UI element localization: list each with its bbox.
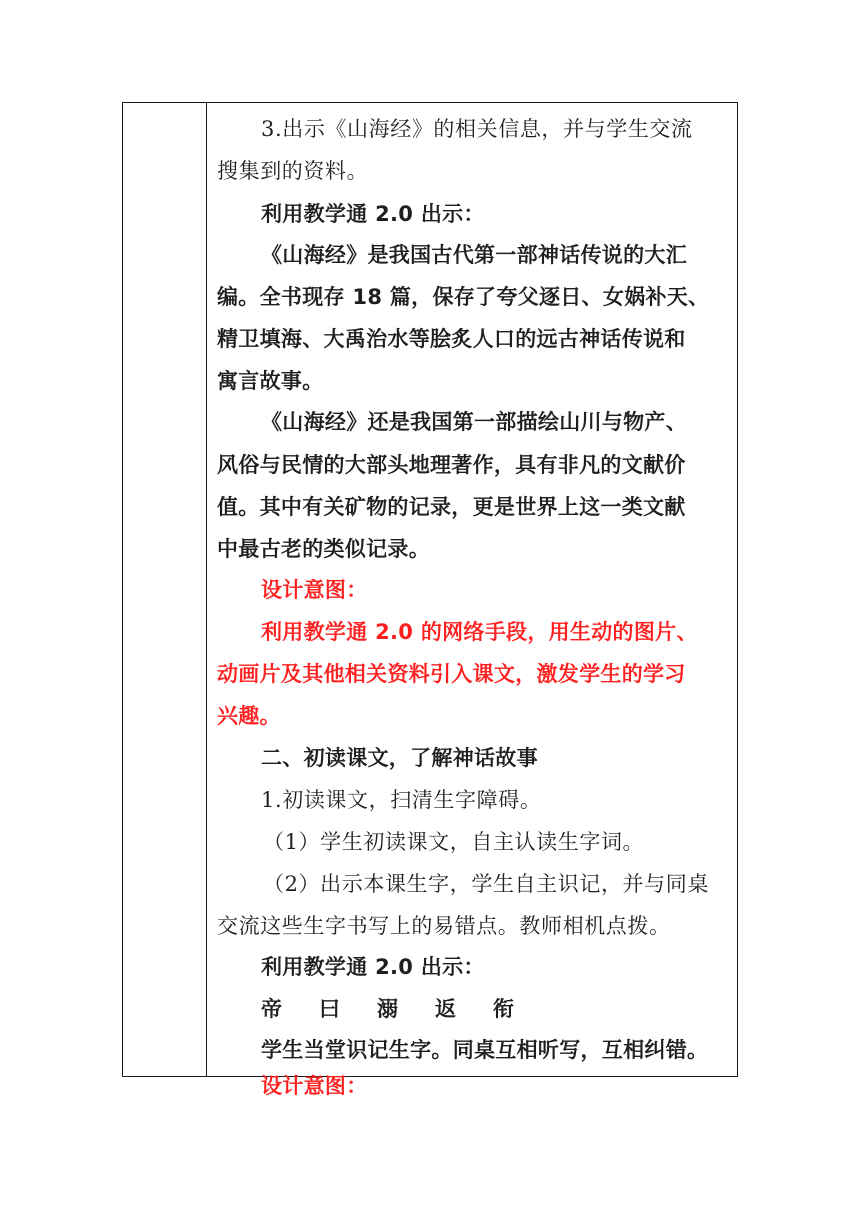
character: 溺 xyxy=(377,997,399,1021)
paragraph-line: 风俗与民情的大部头地理著作，具有非凡的文献价 xyxy=(217,453,686,477)
character: 曰 xyxy=(319,997,341,1021)
paragraph-line: 《山海经》是我国古代第一部神话传说的大汇 xyxy=(261,243,687,267)
paragraph-line: 3.出示《山海经》的相关信息，并与学生交流 xyxy=(261,117,693,141)
design-intent-heading: 设计意图： xyxy=(261,1074,368,1098)
paragraph-line: 搜集到的资料。 xyxy=(217,159,369,183)
design-intent-line: 兴趣。 xyxy=(217,704,281,728)
paragraph-line: 利用教学通 2.0 出示： xyxy=(261,202,485,226)
paragraph-line: 值。其中有关矿物的记录，更是世界上这一类文献 xyxy=(217,495,686,519)
new-characters-row xyxy=(261,991,731,1027)
paragraph-line: 中最古老的类似记录。 xyxy=(217,537,430,561)
character: 衔 xyxy=(493,997,515,1021)
paragraph-line: （2）出示本课生字，学生自主识记，并与同桌 xyxy=(263,872,709,896)
paragraph-line: 学生当堂识记生字。同桌互相听写，互相纠错。 xyxy=(261,1038,709,1062)
paragraph-line: （1）学生初读课文，自主认读生字词。 xyxy=(263,830,645,854)
left-column-cell xyxy=(123,103,207,1076)
design-intent-line: 动画片及其他相关资料引入课文，激发学生的学习 xyxy=(217,662,686,686)
character: 帝 xyxy=(261,997,283,1021)
paragraph-line: 编。全书现存 18 篇，保存了夸父逐日、女娲补天、 xyxy=(217,285,710,309)
paragraph-line: 寓言故事。 xyxy=(217,369,324,393)
paragraph-line: 1.初读课文，扫清生字障碍。 xyxy=(261,788,542,812)
paragraph-line: 利用教学通 2.0 出示： xyxy=(261,955,485,979)
paragraph-line: 精卫填海、大禹治水等脍炙人口的远古神话传说和 xyxy=(217,327,686,351)
paragraph-line: 交流这些生字书写上的易错点。教师相机点拨。 xyxy=(217,914,671,938)
paragraph-line: 《山海经》还是我国第一部描绘山川与物产、 xyxy=(261,410,687,434)
section-heading: 二、初读课文，了解神话故事 xyxy=(261,746,538,770)
design-intent-line: 利用教学通 2.0 的网络手段，用生动的图片、 xyxy=(261,620,698,644)
character: 返 xyxy=(435,997,457,1021)
design-intent-heading: 设计意图： xyxy=(261,578,368,602)
right-column-cell xyxy=(207,103,737,1098)
lesson-table xyxy=(122,102,738,1098)
